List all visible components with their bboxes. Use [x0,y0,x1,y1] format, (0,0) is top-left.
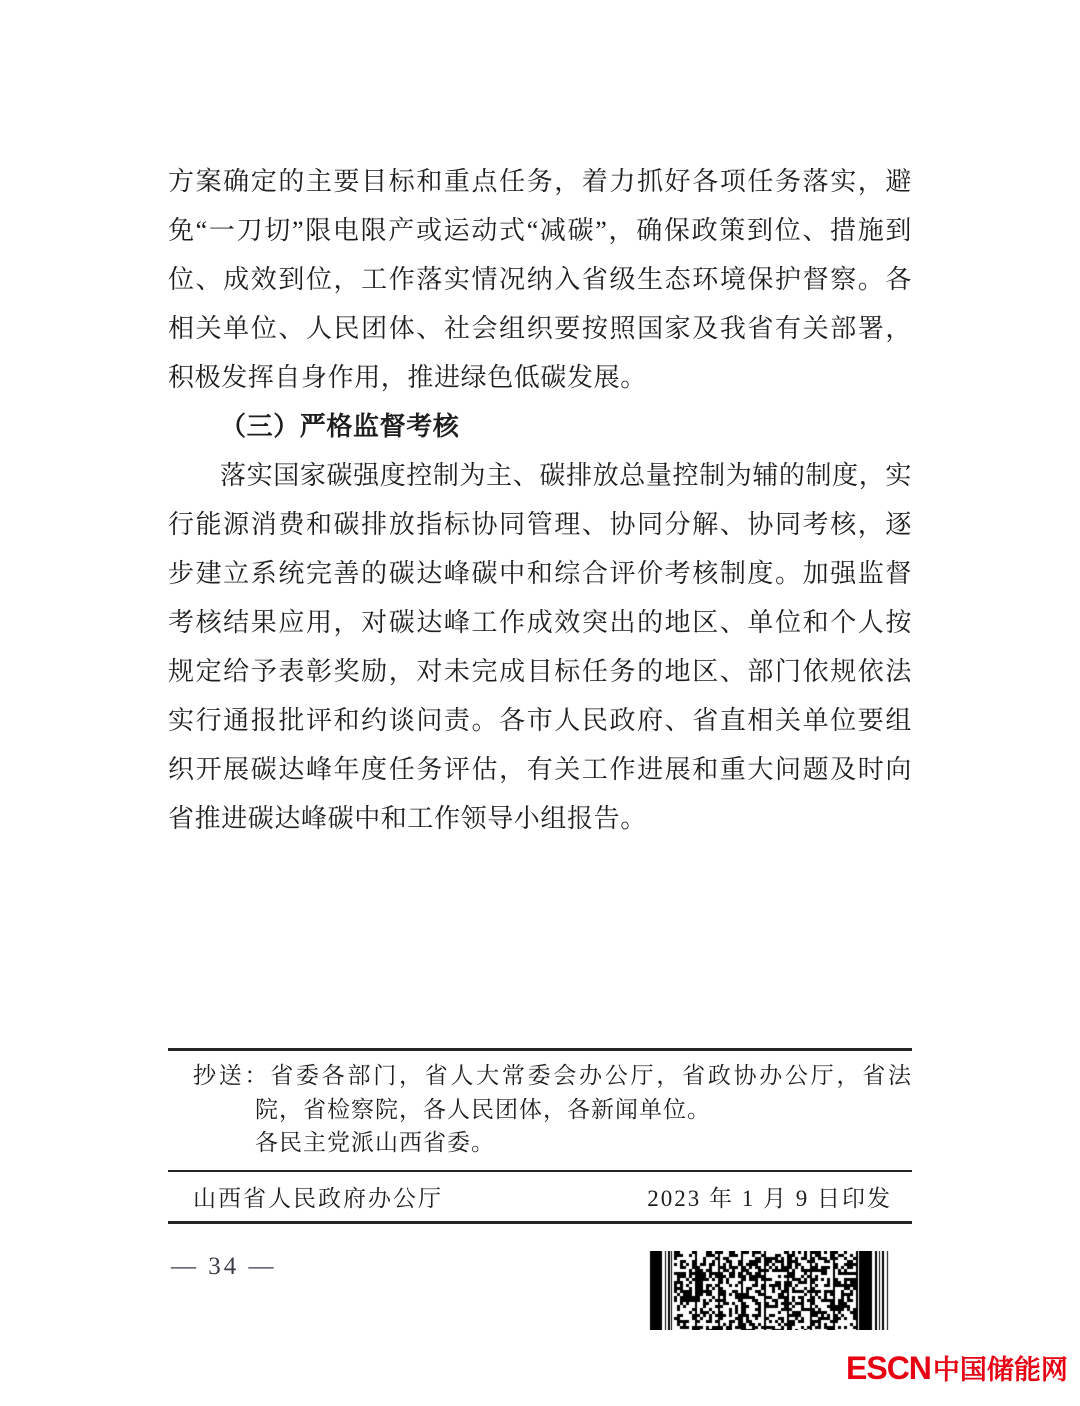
page-number: — 34 — [171,1253,277,1280]
escn-logo [846,1348,1068,1387]
paragraph-supervision: 落实国家碳强度控制为主、碳排放总量控制为辅的制度，实行能源消费和碳排放指标协同管理、协同分解、协同考核，逐步建立系统完善的碳达峰碳中和综合评价考核制度。加强监督考核结果应用，对碳达峰工作成效突出的地区、单位和个人按规定给予表彰奖励，对未完成目标任务的地区、部门依规依法实行通报批评和约谈问责。各市人民政府、省直相关单位要组织开展碳达峰年度任务评估，有关工作进展和重大问题及时向省推进碳达峰碳中和工作领导小组报告。 [168,461,912,833]
section-heading: （三）严格监督考核 [220,412,460,441]
paragraph-continuation: 方案确定的主要目标和重点任务，着力抓好各项任务落实，避免“一刀切”限电限产或运动式“减碳”，确保政策到位、措施到位、成效到位，工作落实情况纳入省级生态环境保护督察。各相关单位、人民团体、社会组织要按照国家及我省有关部署，积极发挥自身作用，推进绿色低碳发展。 [168,167,912,392]
issuing-office: 山西省人民政府办公厅 [193,1185,443,1211]
escn-logo-cn: 中国储能网 [932,1355,1068,1385]
cc-recipients: 省委各部门，省人大常委会办公厅，省政协办公厅，省法院，省检察院，各人民团体，各新闻单位。 [255,1063,913,1122]
document-body [168,157,912,843]
escn-logo-en: ESCN [846,1350,931,1386]
document-barcode-image [648,1251,890,1330]
document-footer [168,1048,912,1224]
cc-label: 抄送： [193,1063,271,1088]
cc-block [168,1051,912,1172]
issue-row [168,1172,912,1221]
cc-democratic-parties-line: 各民主党派山西省委。 [255,1130,495,1155]
cc-line [193,1059,912,1126]
print-date: 2023 年 1 月 9 日印发 [647,1185,892,1211]
